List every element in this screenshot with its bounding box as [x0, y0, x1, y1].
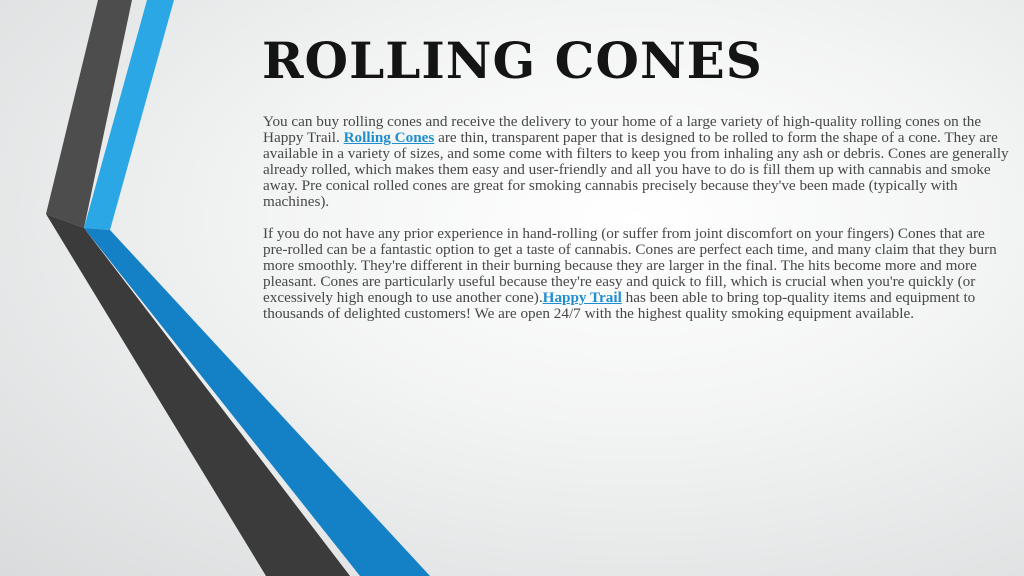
paragraph-1-text-start: You can buy rolling cones and receive the delivery to your home of a large variety of high-quality rolling cones on the Happy Trail. [263, 113, 982, 146]
paragraph-2-text-end: has been able to bring top-quality items and equipment to thousands of delighted customers! We are open 24/7 with the highest quality smoking equipment available. [263, 289, 976, 322]
slide-body [263, 114, 1011, 338]
happy-trail-link[interactable]: Happy Trail [542, 289, 622, 306]
rolling-cones-link[interactable]: Rolling Cones [343, 129, 435, 146]
paragraph-1-text-end: are thin, transparent paper that is designed to be rolled to form the shape of a cone. They are available in a variety of sizes, and some come with filters to keep you from inhaling any ash or debris. Cones are generally already rolled, which makes them easy and user-friendly and all you have to do is fill them up with cannabis and smoke away. Pre conical rolled cones are great for smoking cannabis precisely because they've been made (typically with machines). [263, 129, 1009, 210]
slide-title: ROLLING CONES [262, 31, 763, 90]
paragraph-2-text-start: If you do not have any prior experience in hand-rolling (or suffer from joint discomfort on your fingers) Cones that are pre-rolled can be a fantastic option to get a taste of cannabis. Cones are perfect each time, and many claim that they burn more smoothly. They're different in their burning because they are larger in the final. The hits become more and more pleasant. Cones are particularly useful because they're easy and quick to fill, which is crucial when you're quickly (or excessively high enough to use another cone). [263, 225, 997, 306]
paragraph-1 [263, 114, 1011, 210]
paragraph-2 [263, 226, 1011, 322]
